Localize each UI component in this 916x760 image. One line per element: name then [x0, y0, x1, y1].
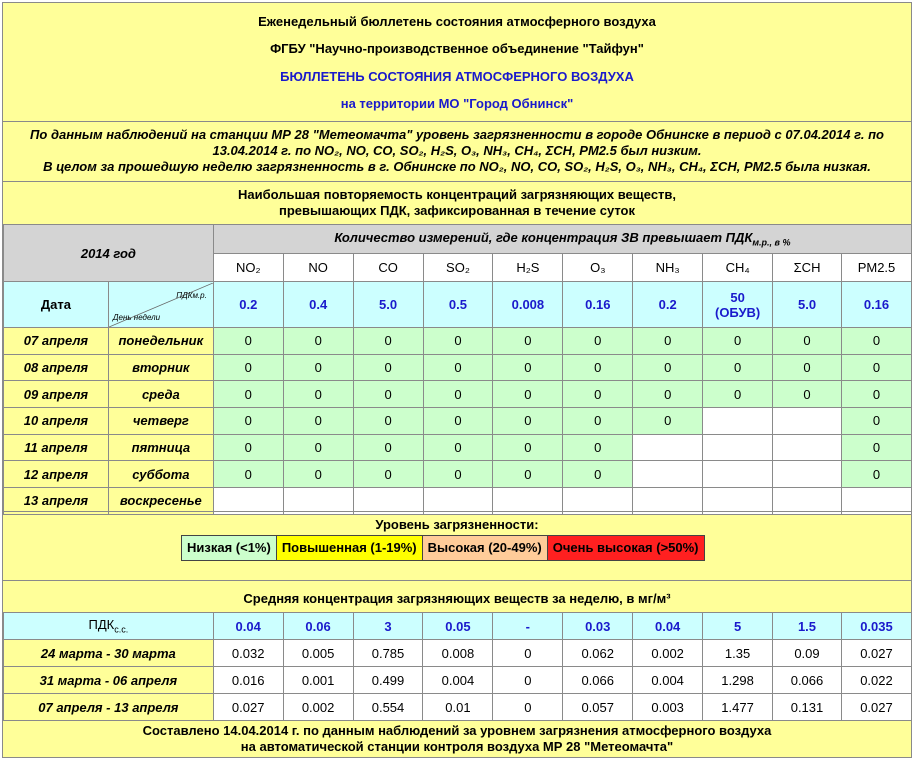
value-cell: 0 — [283, 408, 353, 435]
value-cell — [773, 461, 842, 488]
pdk-ss-label — [4, 613, 214, 640]
value-cell: 0 — [842, 461, 912, 488]
value-cell: 0 — [563, 354, 633, 381]
value-cell: 0 — [493, 328, 563, 355]
average-value-cell: 0.554 — [353, 694, 423, 721]
pollutant-header: CH₄ — [703, 254, 773, 282]
pdk-ss-sub: с.с. — [114, 624, 129, 635]
value-cell — [773, 408, 842, 435]
average-value-cell: 0.003 — [633, 694, 703, 721]
average-value-cell: 0.499 — [353, 667, 423, 694]
value-cell: 0 — [423, 354, 493, 381]
pollutant-header: ΣCH — [773, 254, 842, 282]
average-value-cell: 0.062 — [563, 640, 633, 667]
legend-item: Очень высокая (>50%) — [548, 536, 704, 560]
date-cell: 12 апреля — [4, 461, 109, 488]
average-value-cell: 0.09 — [773, 640, 842, 667]
value-cell: 0 — [703, 354, 773, 381]
value-cell: 0 — [213, 434, 283, 461]
weekday-cell: среда — [108, 381, 213, 408]
bulletin-panel — [2, 2, 912, 758]
value-cell: 0 — [842, 381, 912, 408]
average-value-cell: 0.066 — [773, 667, 842, 694]
period-cell: 31 марта - 06 апреля — [4, 667, 214, 694]
value-cell: 0 — [283, 381, 353, 408]
average-value-cell: 0.004 — [633, 667, 703, 694]
limit-value: 5.0 — [773, 282, 842, 328]
pollutant-header: NO₂ — [213, 254, 283, 282]
pollutant-header: SO₂ — [423, 254, 493, 282]
average-limit-value: 0.05 — [423, 613, 493, 640]
value-cell: 0 — [213, 408, 283, 435]
limit-value: 0.2 — [633, 282, 703, 328]
weekday-cell: вторник — [108, 354, 213, 381]
pdk-ss-text: ПДК — [88, 617, 115, 633]
value-cell: 0 — [423, 434, 493, 461]
average-value-cell: 0.032 — [213, 640, 283, 667]
pdk-label: ПДКм.р. — [176, 290, 207, 300]
summary-text — [3, 127, 911, 175]
table-row — [4, 434, 912, 461]
footer-line-2: на автоматической станции контроля воздуха МР 28 "Метеомачта" — [240, 739, 674, 754]
limit-value: 0.008 — [493, 282, 563, 328]
average-value-cell: 0.027 — [841, 694, 911, 721]
value-cell: 0 — [423, 328, 493, 355]
corner-cell — [108, 282, 213, 328]
average-limit-row — [4, 613, 912, 640]
average-value-cell: 0.002 — [633, 640, 703, 667]
date-cell: 13 апреля — [4, 488, 109, 515]
pollutant-header: NO — [283, 254, 353, 282]
average-limit-value: 0.04 — [213, 613, 283, 640]
bulletin-heading: БЮЛЛЕТЕНЬ СОСТОЯНИЯ АТМОСФЕРНОГО ВОЗДУХА — [280, 69, 634, 84]
summary-line-2: 13.04.2014 г. по NO₂, NO, CO, SO₂, H₂S, O₃, NH₃, CH₄, ΣCH, PM2.5 был низким. — [212, 143, 702, 158]
table-row — [4, 381, 912, 408]
average-limit-value: 3 — [353, 613, 423, 640]
value-cell — [703, 434, 773, 461]
limit-value: 0.4 — [283, 282, 353, 328]
value-cell: 0 — [353, 434, 423, 461]
value-cell: 0 — [563, 461, 633, 488]
value-cell: 0 — [423, 381, 493, 408]
period-cell: 24 марта - 30 марта — [4, 640, 214, 667]
value-cell: 0 — [283, 461, 353, 488]
pollutant-header: PM2.5 — [842, 254, 912, 282]
limit-value: 0.2 — [213, 282, 283, 328]
value-cell: 0 — [423, 408, 493, 435]
legend-item: Повышенная (1-19%) — [277, 536, 423, 560]
weekday-cell: пятница — [108, 434, 213, 461]
value-cell: 0 — [842, 408, 912, 435]
legend-item: Низкая (<1%) — [182, 536, 277, 560]
table-row — [4, 328, 912, 355]
average-value-cell: 0.01 — [423, 694, 493, 721]
date-cell: 07 апреля — [4, 328, 109, 355]
legend-title: Уровень загрязненности: — [375, 517, 539, 532]
value-cell: 0 — [423, 461, 493, 488]
weekday-cell: воскресенье — [108, 488, 213, 515]
value-cell — [703, 408, 773, 435]
average-value-cell: 0.016 — [213, 667, 283, 694]
pollutant-header: CO — [353, 254, 423, 282]
frequency-title-line-1: Наибольшая повторяемость концентраций загрязняющих веществ, — [237, 187, 677, 202]
value-cell: 0 — [213, 354, 283, 381]
average-value-cell: 0.022 — [841, 667, 911, 694]
limit-row — [4, 282, 912, 328]
summary-line-1: По данным наблюдений на станции МР 28 "Метеомачта" уровень загрязненности в городе Обнинске в период с 07.04.2014 г. по — [30, 127, 884, 142]
average-value-cell: 0 — [493, 667, 563, 694]
average-value-cell: 0 — [493, 640, 563, 667]
period-cell: 07 апреля - 13 апреля — [4, 694, 214, 721]
value-cell: 0 — [563, 434, 633, 461]
legend — [181, 535, 705, 561]
territory-heading: на территории МО "Город Обнинск" — [340, 96, 574, 111]
value-cell: 0 — [633, 408, 703, 435]
value-cell: 0 — [633, 328, 703, 355]
footer — [3, 723, 911, 755]
value-cell: 0 — [842, 328, 912, 355]
organization-name: ФГБУ "Научно-производственное объединение "Тайфун" — [270, 41, 644, 56]
table-row — [4, 408, 912, 435]
weekday-cell: суббота — [108, 461, 213, 488]
limit-value: 0.5 — [423, 282, 493, 328]
average-limit-value: - — [493, 613, 563, 640]
weekday-cell: четверг — [108, 408, 213, 435]
table-row — [4, 354, 912, 381]
average-limit-value: 0.06 — [283, 613, 353, 640]
value-cell: 0 — [213, 461, 283, 488]
average-value-cell: 0.131 — [773, 694, 842, 721]
value-cell: 0 — [703, 381, 773, 408]
divider — [3, 580, 911, 581]
value-cell: 0 — [703, 328, 773, 355]
value-cell: 0 — [213, 381, 283, 408]
value-cell: 0 — [563, 328, 633, 355]
value-cell — [703, 461, 773, 488]
value-cell — [773, 434, 842, 461]
divider — [3, 511, 911, 512]
average-value-cell: 0.027 — [213, 694, 283, 721]
table-row — [4, 667, 912, 694]
table-row — [4, 640, 912, 667]
table-row — [4, 694, 912, 721]
count-header-sub: м.р., в % — [752, 237, 791, 248]
average-limit-value: 1.5 — [773, 613, 842, 640]
value-cell: 0 — [773, 354, 842, 381]
value-cell: 0 — [283, 434, 353, 461]
date-cell: 11 апреля — [4, 434, 109, 461]
average-title: Средняя концентрация загрязняющих веществ за неделю, в мг/м³ — [243, 591, 671, 606]
average-limit-value: 0.03 — [563, 613, 633, 640]
pollutant-header: O₃ — [563, 254, 633, 282]
frequency-title — [3, 187, 911, 219]
value-cell: 0 — [493, 434, 563, 461]
value-cell: 0 — [633, 354, 703, 381]
average-value-cell: 0.004 — [423, 667, 493, 694]
legend-item: Высокая (20-49%) — [423, 536, 548, 560]
average-value-cell: 0.002 — [283, 694, 353, 721]
date-cell: 08 апреля — [4, 354, 109, 381]
average-value-cell: 0.005 — [283, 640, 353, 667]
value-cell: 0 — [283, 328, 353, 355]
date-cell: 10 апреля — [4, 408, 109, 435]
value-cell: 0 — [493, 461, 563, 488]
value-cell: 0 — [353, 354, 423, 381]
average-value-cell: 1.35 — [703, 640, 773, 667]
value-cell: 0 — [842, 354, 912, 381]
limit-value: 0.16 — [563, 282, 633, 328]
summary-line-3: В целом за прошедшую неделю загрязненность в г. Обнинске по NO₂, NO, CO, SO₂, H₂S, O₃, NH₃, CH₄, ΣCH, PM2.5 была низкая. — [43, 159, 871, 174]
frequency-table — [3, 224, 912, 515]
value-cell: 0 — [773, 328, 842, 355]
table-row — [4, 461, 912, 488]
footer-line-1: Составлено 14.04.2014 г. по данным наблюдений за уровнем загрязнения атмосферного воздуха — [142, 723, 772, 738]
average-value-cell: 0.066 — [563, 667, 633, 694]
average-limit-value: 0.04 — [633, 613, 703, 640]
year-cell: 2014 год — [4, 225, 214, 282]
frequency-title-line-2: превышающих ПДК, зафиксированная в течение суток — [279, 203, 635, 218]
average-table — [3, 612, 912, 721]
limit-value: 50 (ОБУВ) — [703, 282, 773, 328]
average-value-cell: 0.008 — [423, 640, 493, 667]
average-value-cell: 0.057 — [563, 694, 633, 721]
weekday-label: День недели — [112, 312, 161, 322]
average-value-cell: 0.785 — [353, 640, 423, 667]
average-value-cell: 1.477 — [703, 694, 773, 721]
count-header — [213, 225, 911, 254]
average-value-cell: 0.027 — [841, 640, 911, 667]
value-cell — [633, 461, 703, 488]
average-limit-value: 5 — [703, 613, 773, 640]
value-cell: 0 — [493, 354, 563, 381]
average-limit-value: 0.035 — [841, 613, 911, 640]
value-cell — [633, 434, 703, 461]
date-label: Дата — [4, 282, 109, 328]
value-cell: 0 — [353, 461, 423, 488]
average-value-cell: 1.298 — [703, 667, 773, 694]
value-cell: 0 — [842, 434, 912, 461]
divider — [3, 121, 911, 122]
limit-value: 5.0 — [353, 282, 423, 328]
pollutant-header: H₂S — [493, 254, 563, 282]
value-cell: 0 — [353, 328, 423, 355]
value-cell: 0 — [563, 408, 633, 435]
divider — [3, 181, 911, 182]
value-cell: 0 — [493, 408, 563, 435]
value-cell: 0 — [493, 381, 563, 408]
value-cell: 0 — [773, 381, 842, 408]
average-value-cell: 0.001 — [283, 667, 353, 694]
value-cell: 0 — [353, 381, 423, 408]
value-cell: 0 — [353, 408, 423, 435]
value-cell: 0 — [213, 328, 283, 355]
bulletin-title: Еженедельный бюллетень состояния атмосферного воздуха — [258, 14, 656, 29]
count-header-label: Количество измерений, где концентрация ЗВ превышает ПДК — [334, 230, 753, 246]
average-value-cell: 0 — [493, 694, 563, 721]
limit-value: 0.16 — [842, 282, 912, 328]
value-cell: 0 — [563, 381, 633, 408]
weekday-cell: понедельник — [108, 328, 213, 355]
value-cell: 0 — [633, 381, 703, 408]
pollutant-header: NH₃ — [633, 254, 703, 282]
value-cell: 0 — [283, 354, 353, 381]
date-cell: 09 апреля — [4, 381, 109, 408]
